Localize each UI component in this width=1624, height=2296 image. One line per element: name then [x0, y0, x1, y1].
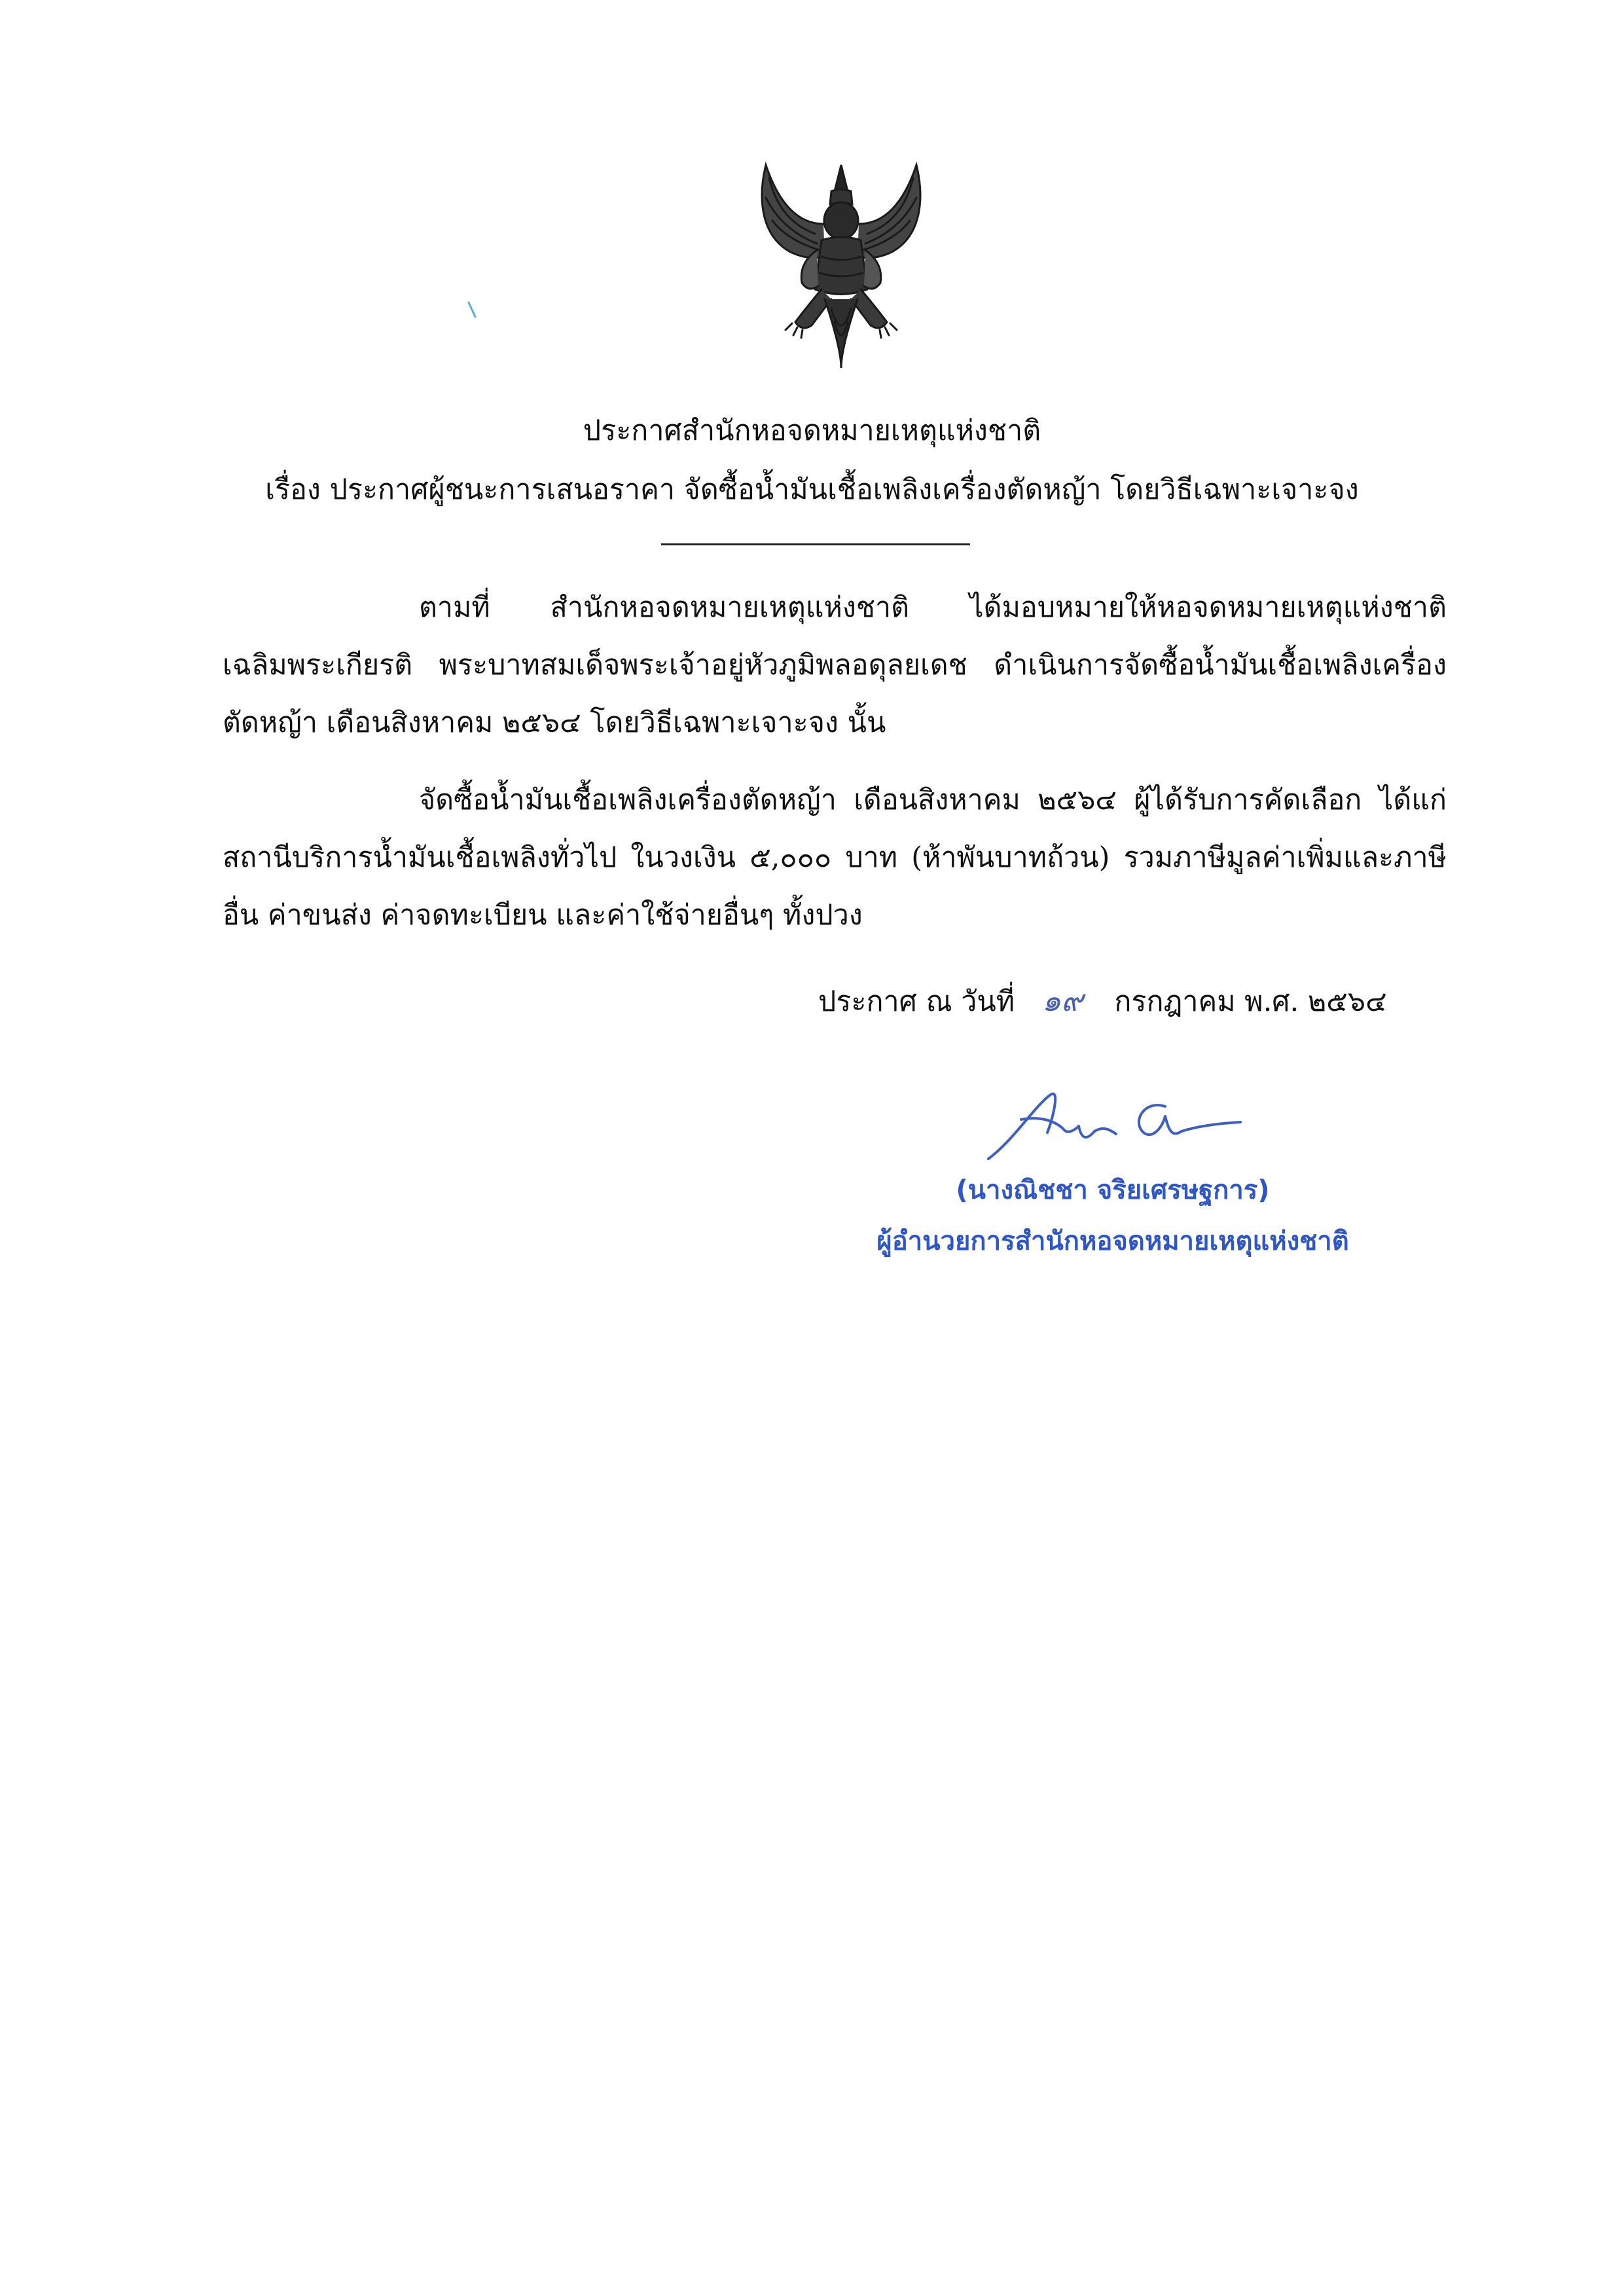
- title-divider: [661, 543, 970, 545]
- announcement-subject: เรื่อง ประกาศผู้ชนะการเสนอราคา จัดซื้อน้ำมันเชื้อเพลิงเครื่องตัดหญ้า โดยวิธีเฉพาะเจาะจง: [265, 473, 1359, 506]
- body-paragraph-2: จัดซื้อน้ำมันเชื้อเพลิงเครื่องตัดหญ้า เดือนสิงหาคม ๒๕๖๔ ผู้ได้รับการคัดเลือก ได้แก่ สถานีบริการน้ำมันเชื้อเพลิงทั่วไป ในวงเงิน ๕,๐๐๐ บาท (ห้าพันบาทถ้วน) รวมภาษีมูลค่าเพิ่มและภาษีอื่น ค่าขนส่ง ค่าจดทะเบียน และค่าใช้จ่ายอื่นๆ ทั้งปวง: [223, 784, 1447, 932]
- date-suffix: กรกฎาคม พ.ศ. ๒๕๖๔: [1114, 985, 1387, 1018]
- garuda-emblem-icon: [740, 152, 943, 374]
- date-day-handwritten: ๑๙: [1041, 983, 1083, 1018]
- announcement-date: [818, 981, 1387, 1021]
- announcement-title: ประกาศสำนักหอจดหมายเหตุแห่งชาติ: [583, 414, 1041, 447]
- date-prefix: ประกาศ ณ วันที่: [818, 985, 1015, 1018]
- handwritten-signature: [975, 1080, 1250, 1172]
- body-paragraph-1: ตามที่ สำนักหอจดหมายเหตุแห่งชาติ ได้มอบหมายให้หอจดหมายเหตุแห่งชาติเฉลิมพระเกียรติ พระบาทสมเด็จพระเจ้าอยู่หัวภูมิพลอดุลยเดช ดำเนินการจัดซื้อน้ำมันเชื้อเพลิงเครื่องตัดหญ้า เดือนสิงหาคม ๒๕๖๔ โดยวิธีเฉพาะเจาะจง นั้น: [223, 591, 1447, 739]
- signer-position: ผู้อำนวยการสำนักหอจดหมายเหตุแห่งชาติ: [876, 1226, 1349, 1256]
- scan-speck: [466, 301, 479, 321]
- signer-name: (นางณิชชา จริยเศรษฐการ): [956, 1175, 1270, 1205]
